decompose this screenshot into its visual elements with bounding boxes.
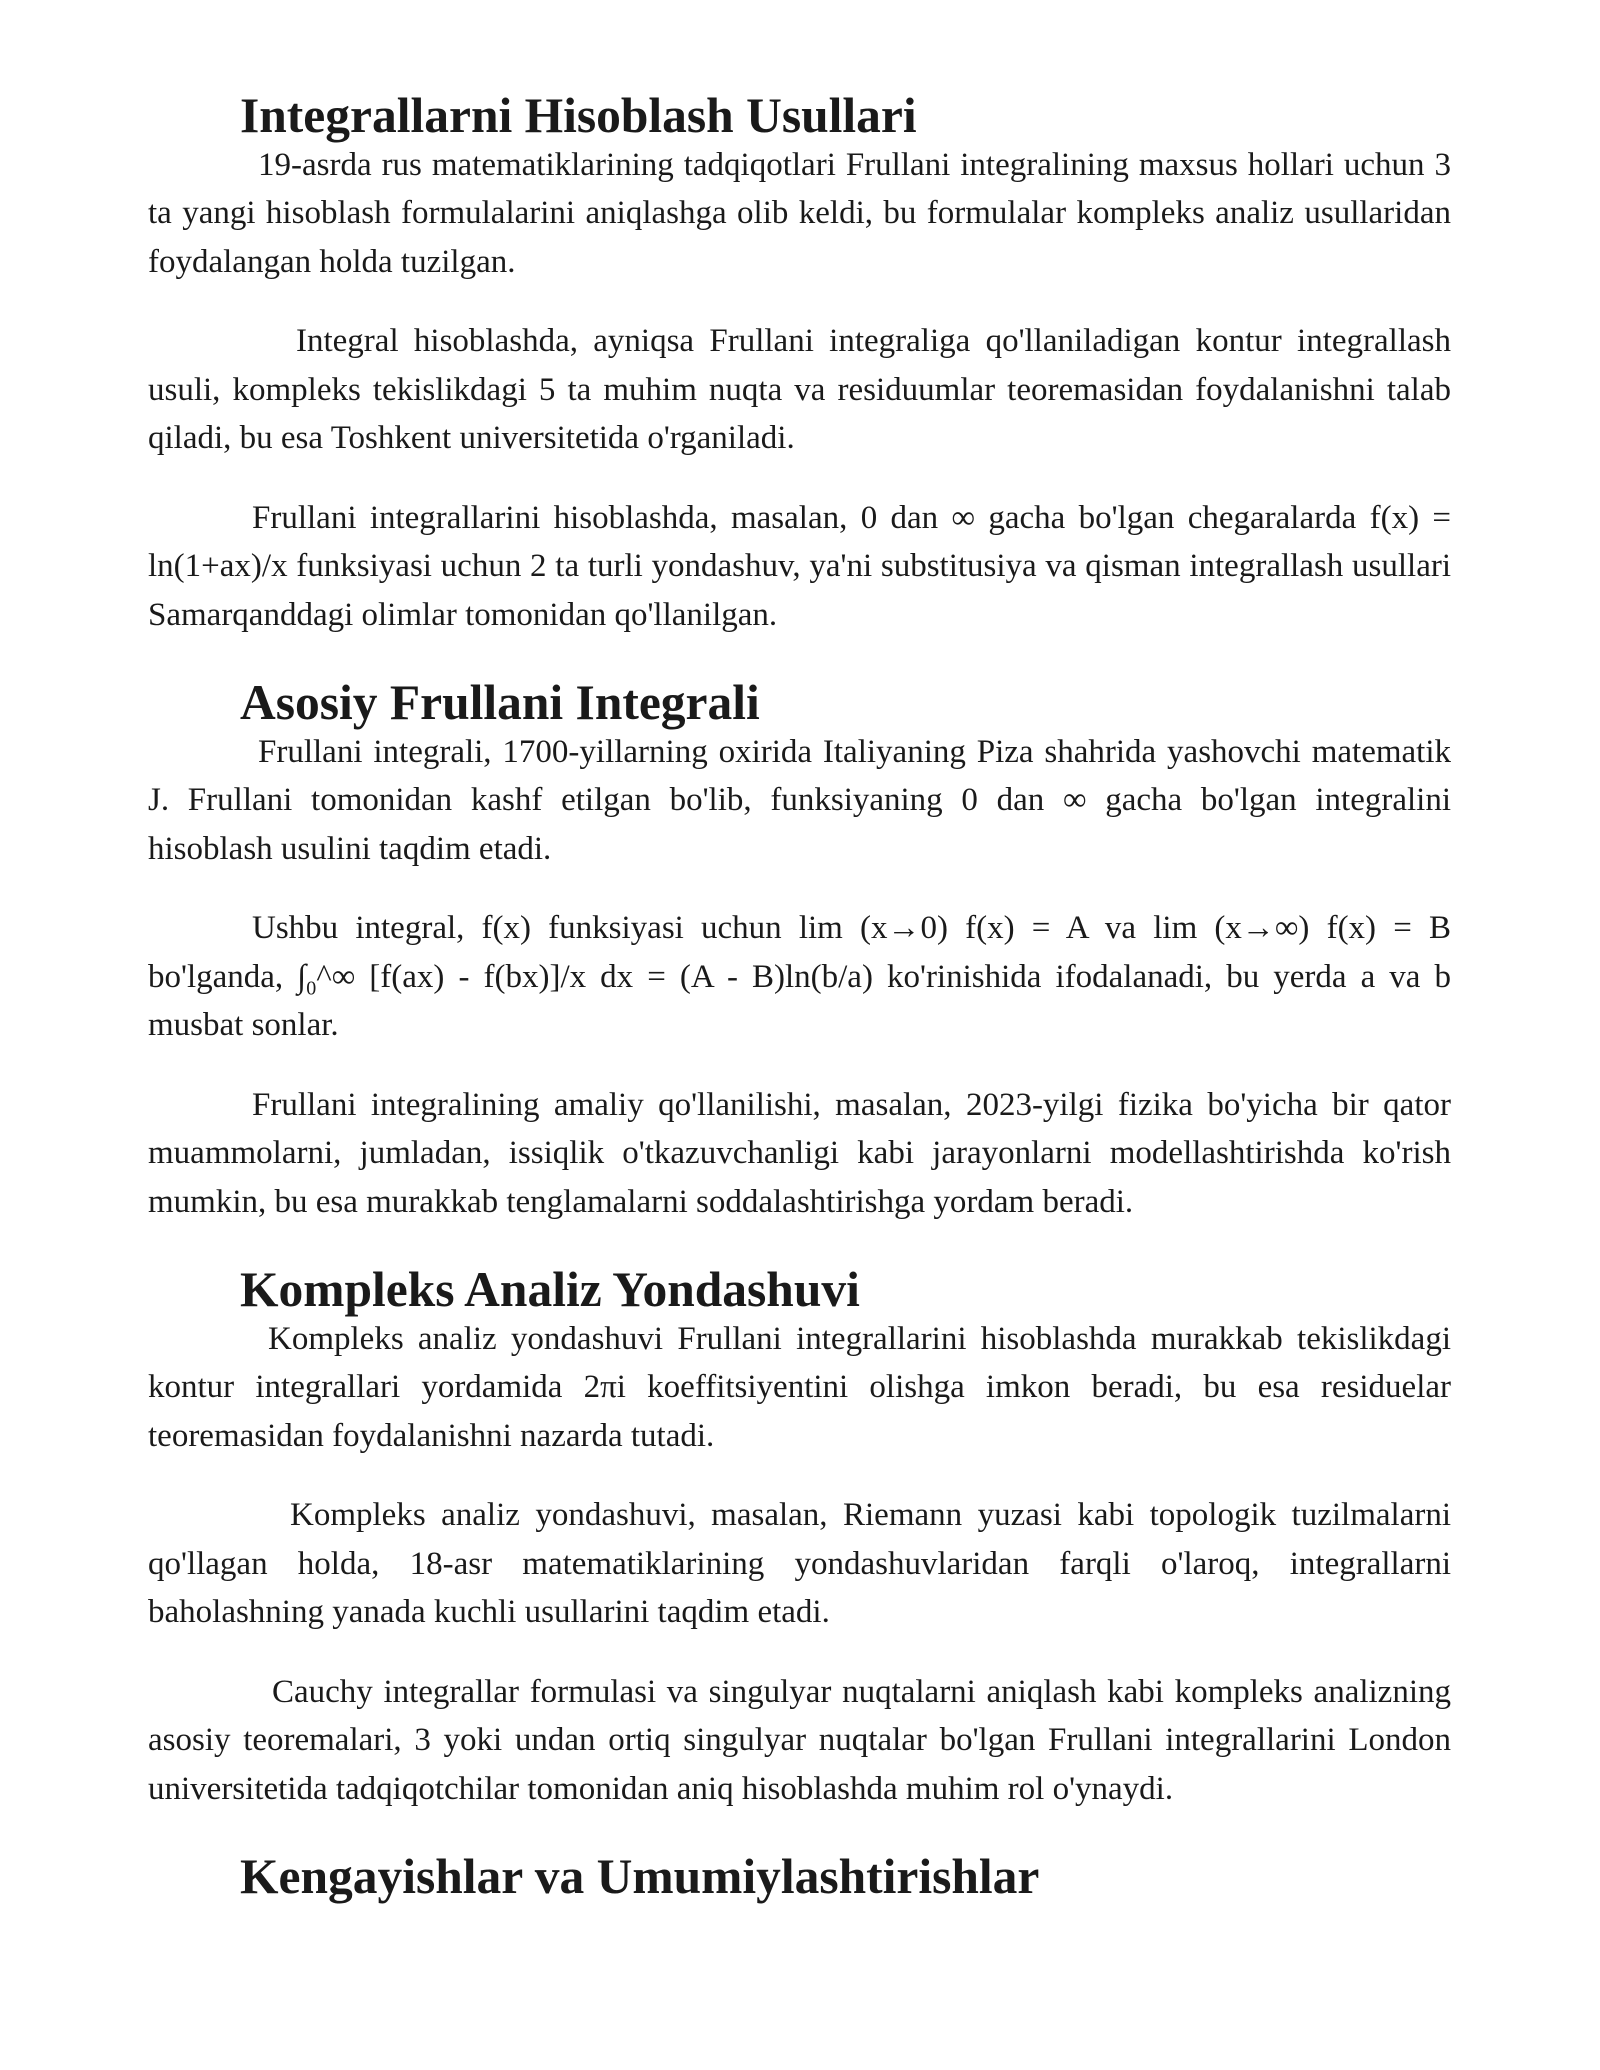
paragraph: Kompleks analiz yondashuvi, masalan, Riemann yuzasi kabi topologik tuzilmalarni qo'llagan holda, 18-asr matematiklarining yondashuvlaridan farqli o'laroq, integrallarni baholashning yanada kuchli usullarini taqdim etadi. bbox=[148, 1497, 1451, 1630]
paragraph-formula bbox=[148, 904, 1451, 1050]
paragraph: Kompleks analiz yondashuvi Frullani integrallarini hisoblashda murakkab tekislikdagi kontur integrallari yordamida 2πi koeffitsiyentini olishga imkon beradi, bu esa residuelar teoremasidan foydalanishni nazarda tutadi. bbox=[148, 1320, 1451, 1454]
formula-text-after: ^∞ [f(ax) - f(bx)]/x dx = (A - B)ln(b/a) ko'rinishida ifodalanadi, bu yerda a va b musbat sonlar. bbox=[148, 958, 1451, 1043]
paragraph: Cauchy integrallar formulasi va singulyar nuqtalarni aniqlash kabi kompleks analizning asosiy teoremalari, 3 yoki undan ortiq singulyar nuqtalar bo'lgan Frullani integrallarini London universitetida tadqiqotchilar tomonidan aniq hisoblashda muhim rol o'ynaydi. bbox=[148, 1673, 1451, 1807]
document-page bbox=[148, 88, 1451, 1904]
paragraph: Integral hisoblashda, ayniqsa Frullani integraliga qo'llaniladigan kontur integrallash usuli, kompleks tekislikdagi 5 ta muhim nuqta va residuumlar teoremasidan foydalanishni talab qiladi, bu esa Toshkent universitetida o'rganiladi. bbox=[148, 323, 1451, 456]
section-heading: Kompleks Analiz Yondashuvi bbox=[240, 1262, 860, 1317]
paragraph: 19-asrda rus matematiklarining tadqiqotlari Frullani integralining maxsus hollari uchun 3 ta yangi hisoblash formulalarini aniqlashga olib keldi, bu formulalar kompleks analiz usullaridan foydalangan holda tuzilgan. bbox=[148, 146, 1451, 280]
integral-lower-limit: 0 bbox=[306, 977, 317, 1000]
paragraph: Frullani integralining amaliy qo'llanilishi, masalan, 2023-yilgi fizika bo'yicha bir qator muammolarni, jumladan, issiqlik o'tkazuvchanligi kabi jarayonlarni modellashtirishda ko'rish mumkin, bu esa murakkab tenglamalarni soddalashtirishga yordam beradi. bbox=[148, 1086, 1451, 1220]
formula-text-before: Ushbu integral, f(x) funksiyasi uchun lim (x→0) f(x) = A va lim (x→∞) f(x) = B bo'lganda, ∫ bbox=[148, 910, 1451, 995]
section-heading: Integrallarni Hisoblash Usullari bbox=[240, 88, 917, 143]
section-heading: Kengayishlar va Umumiylashtirishlar bbox=[240, 1849, 1040, 1904]
paragraph: Frullani integrali, 1700-yillarning oxirida Italiyaning Piza shahrida yashovchi matematik J. Frullani tomonidan kashf etilgan bo'lib, funksiyaning 0 dan ∞ gacha bo'lgan integralini hisoblash usulini taqdim etadi. bbox=[148, 733, 1451, 867]
paragraph: Frullani integrallarini hisoblashda, masalan, 0 dan ∞ gacha bo'lgan chegaralarda f(x) = ln(1+ax)/x funksiyasi uchun 2 ta turli yondashuv, ya'ni substitusiya va qisman integrallash usullari Samarqanddagi olimlar tomonidan qo'llanilgan. bbox=[148, 499, 1451, 633]
section-heading: Asosiy Frullani Integrali bbox=[240, 675, 760, 730]
